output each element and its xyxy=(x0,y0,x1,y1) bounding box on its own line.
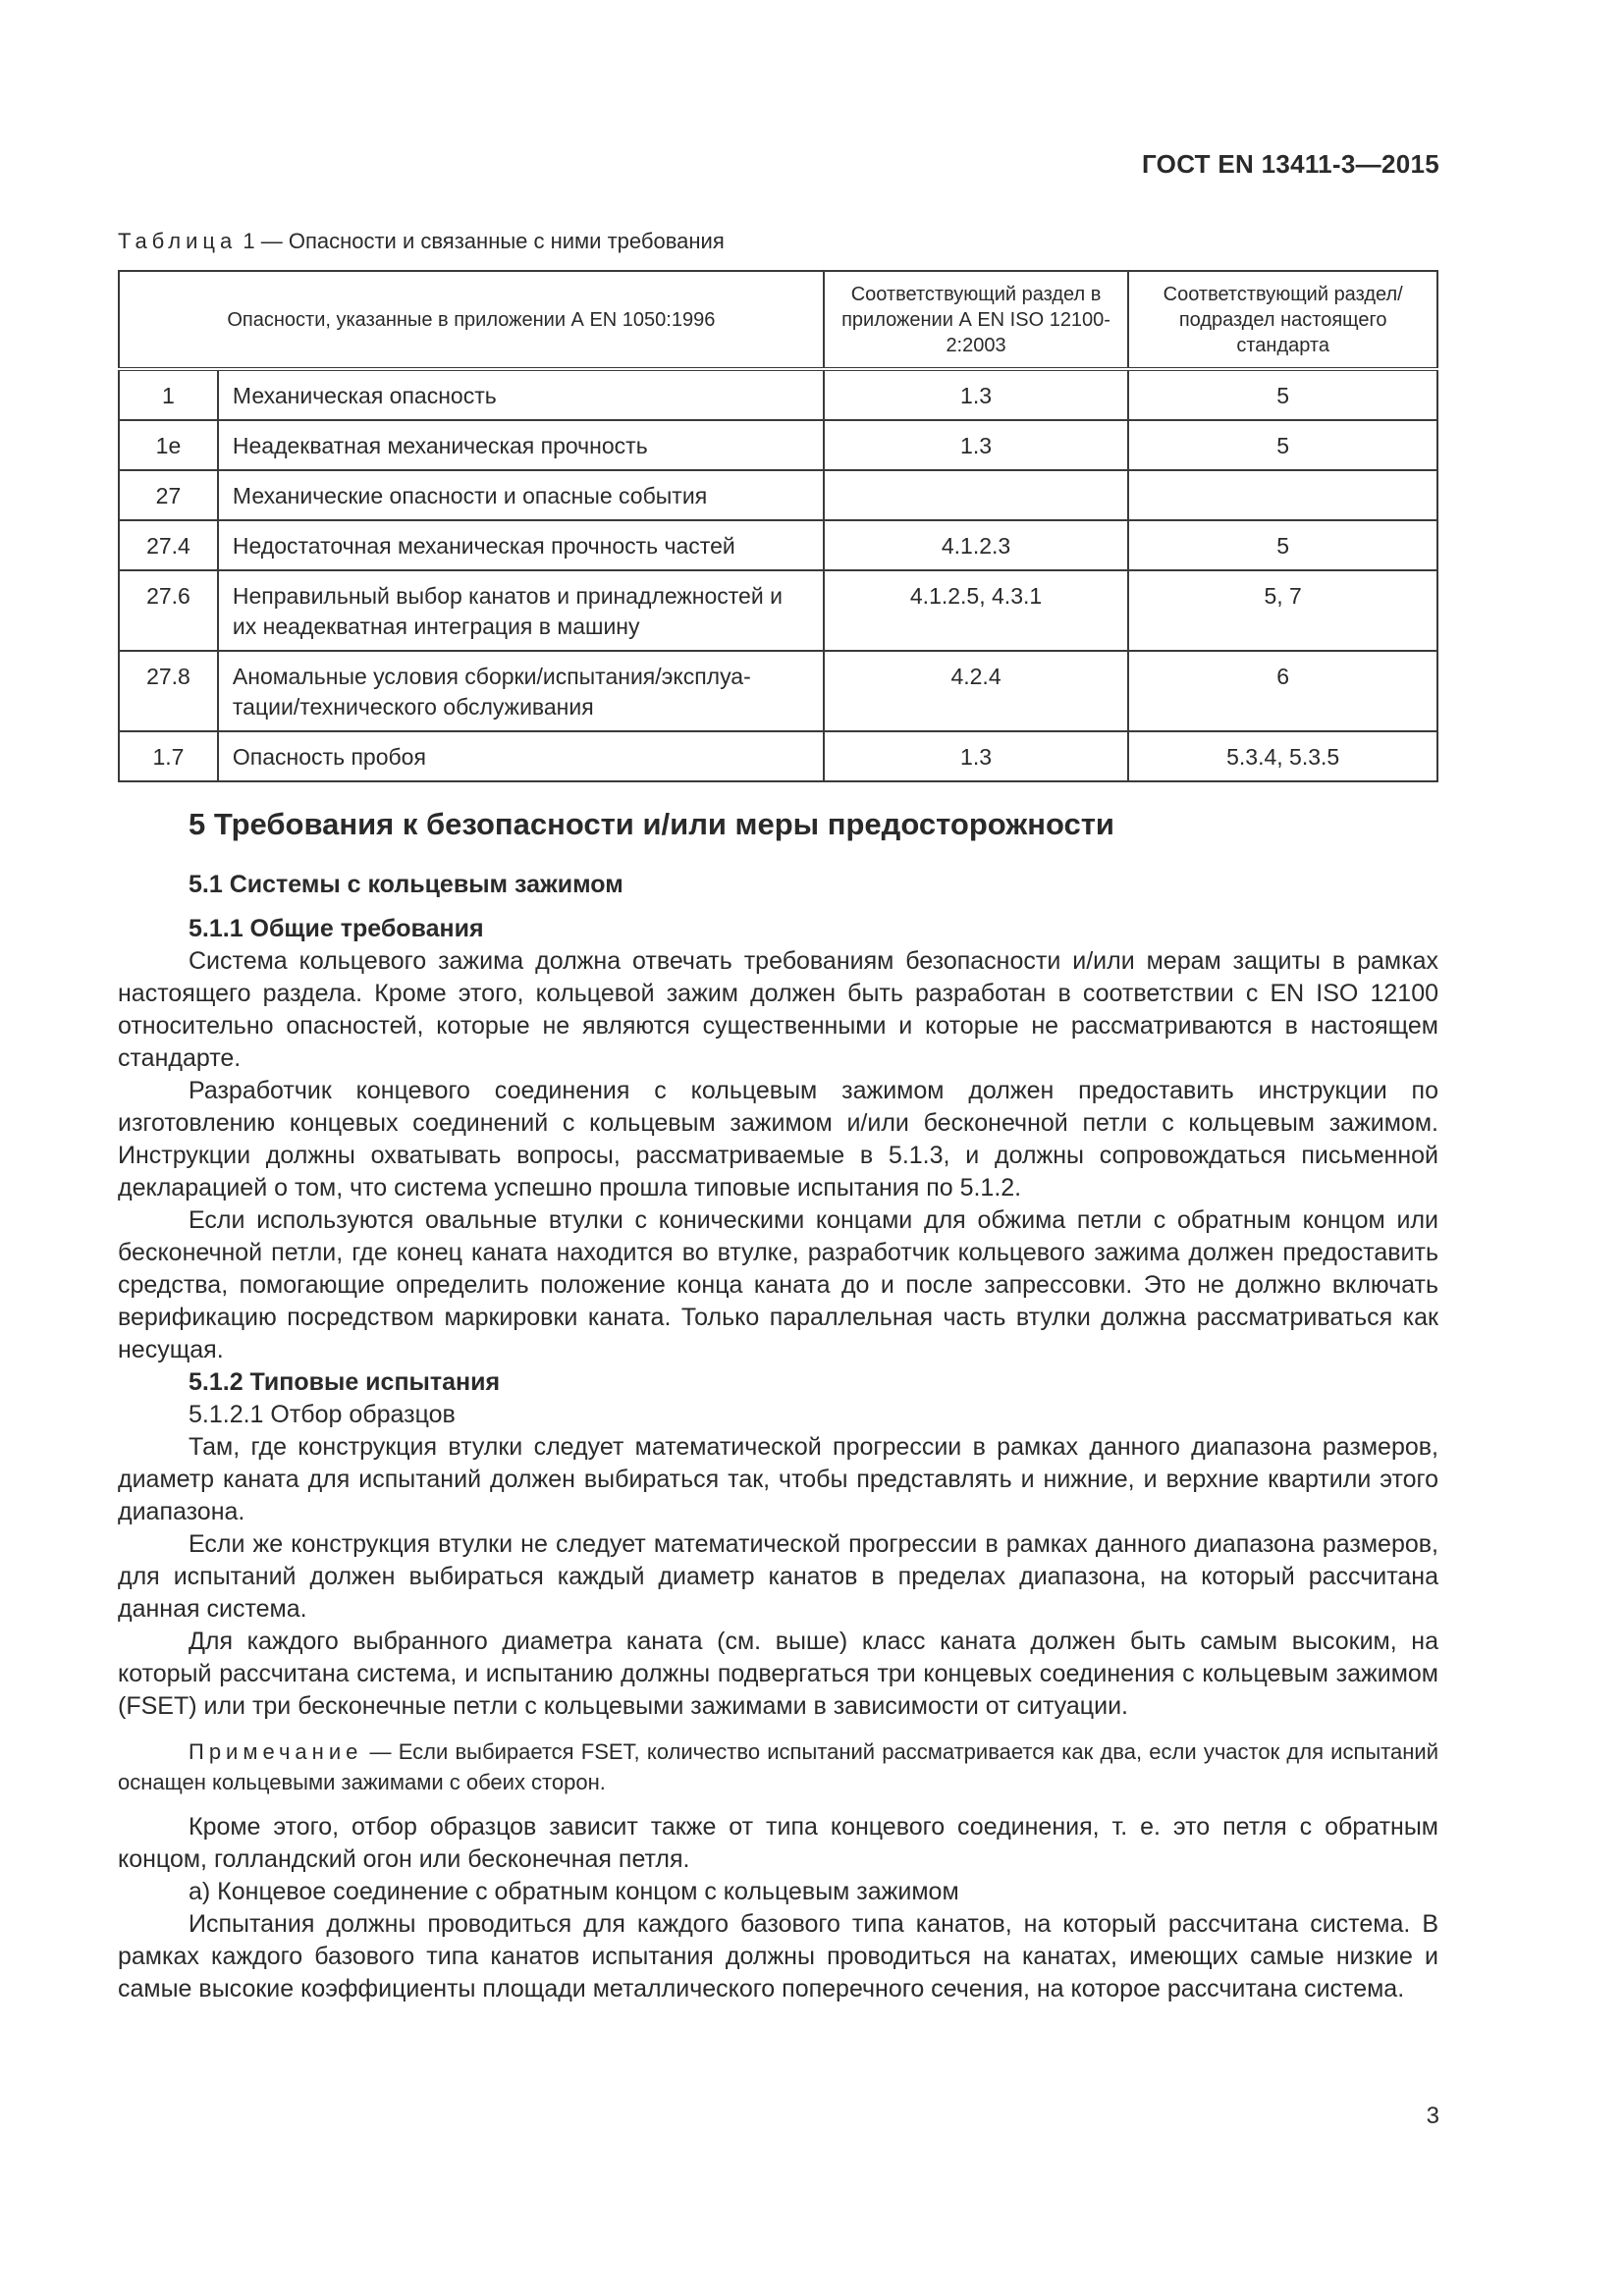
row-section: 5.3.4, 5.3.5 xyxy=(1128,731,1437,781)
row-annex: 4.1.2.5, 4.3.1 xyxy=(824,570,1129,651)
row-number: 27.8 xyxy=(119,651,218,731)
section-5-1-2-1-heading: 5.1.2.1 Отбор образцов xyxy=(189,1401,456,1428)
row-hazard: Механическая опасность xyxy=(218,369,824,420)
hazards-table xyxy=(118,270,1438,782)
row-hazard: Опасность пробоя xyxy=(218,731,824,781)
table-caption xyxy=(118,229,725,254)
row-section: 5 xyxy=(1128,420,1437,470)
table-row xyxy=(119,731,1437,781)
row-hazard: Аномальные условия сборки/испытания/эксплуа-тации/технического обслуживания xyxy=(218,651,824,731)
row-section: 5, 7 xyxy=(1128,570,1437,651)
row-number: 1е xyxy=(119,420,218,470)
row-hazard: Неадекватная механическая прочность xyxy=(218,420,824,470)
row-section: 5 xyxy=(1128,520,1437,570)
section-5-1-heading: 5.1 Системы с кольцевым зажимом xyxy=(189,871,623,898)
note-text: — Если выбирается FSET, количество испытаний рассматривается как два, если участок для испытаний оснащен кольцевыми зажимами с обеих сторон. xyxy=(118,1739,1438,1794)
row-annex: 1.3 xyxy=(824,420,1129,470)
table-row xyxy=(119,470,1437,520)
row-number: 1 xyxy=(119,369,218,420)
table-caption-word: Таблица xyxy=(118,229,238,253)
paragraph: Там, где конструкция втулки следует математической прогрессии в рамках данного диапазона размеров, диаметр каната для испытаний должен выбираться так, чтобы представлять и нижние, и верхние квартили этого диапазона. xyxy=(118,1433,1438,1525)
paragraph: Система кольцевого зажима должна отвечать требованиям безопасности и/или мерам защиты в рамках настоящего раздела. Кроме этого, кольцевой зажим должен быть разработан в соответствии с EN ISO 12100 относительно опасностей, которые не являются существенными и которые не рассматриваются в настоящем стандарте. xyxy=(118,947,1438,1072)
row-section xyxy=(1128,470,1437,520)
row-number: 27.4 xyxy=(119,520,218,570)
row-number: 27.6 xyxy=(119,570,218,651)
table-row xyxy=(119,570,1437,651)
section-5-heading: 5 Требования к безопасности и/или меры предосторожности xyxy=(189,807,1114,841)
row-section: 6 xyxy=(1128,651,1437,731)
row-annex: 1.3 xyxy=(824,369,1129,420)
paragraph: Разработчик концевого соединения с кольцевым зажимом должен предоставить инструкции по изготовлению концевых соединений с кольцевым зажимом и/или бесконечной петли с кольцевым зажимом. Инструкции должны охватывать вопросы, рассматриваемые в 5.1.3, и должны сопровождаться письменной декларацией о том, что система успешно прошла типовые испытания по 5.1.2. xyxy=(118,1077,1438,1201)
page-number: 3 xyxy=(1426,2103,1439,2129)
note xyxy=(118,1736,1438,1797)
list-item-a: а) Концевое соединение с обратным концом с кольцевым зажимом xyxy=(189,1878,959,1905)
table-row xyxy=(119,651,1437,731)
section-5-1-1-heading: 5.1.1 Общие требования xyxy=(189,915,484,942)
row-number: 1.7 xyxy=(119,731,218,781)
paragraph: Для каждого выбранного диаметра каната (см. выше) класс каната должен быть самым высоким, на который рассчитана система, и испытанию должны подвергаться три концевых соединения с кольцевым зажимом (FSET) или три бесконечные петли с кольцевыми зажимами в зависимости от ситуации. xyxy=(118,1628,1438,1720)
table-caption-text: 1 — Опасности и связанные с ними требования xyxy=(237,229,725,253)
row-annex xyxy=(824,470,1129,520)
table-header-row xyxy=(119,271,1437,369)
header-standard-section: Соответствующий раздел/ подраздел настоящего стандарта xyxy=(1128,271,1437,369)
section-5-content xyxy=(118,803,1438,2005)
row-section: 5 xyxy=(1128,369,1437,420)
row-hazard: Неправильный выбор канатов и принадлежностей и их неадекватная интеграция в машину xyxy=(218,570,824,651)
table-row xyxy=(119,520,1437,570)
table-row xyxy=(119,369,1437,420)
header-annex-section: Соответствующий раздел в приложении А EN ISO 12100-2:2003 xyxy=(824,271,1129,369)
row-annex: 4.1.2.3 xyxy=(824,520,1129,570)
section-5-1-2-heading: 5.1.2 Типовые испытания xyxy=(189,1368,501,1396)
row-number: 27 xyxy=(119,470,218,520)
paragraph: Если же конструкция втулки не следует математической прогрессии в рамках данного диапазона размеров, для испытаний должен выбираться каждый диаметр канатов в пределах диапазона, на который рассчитана данная система. xyxy=(118,1530,1438,1623)
table-row xyxy=(119,420,1437,470)
header-hazards: Опасности, указанные в приложении А EN 1050:1996 xyxy=(119,271,824,369)
document-header: ГОСТ EN 13411-3—2015 xyxy=(1141,149,1439,179)
row-hazard: Механические опасности и опасные события xyxy=(218,470,824,520)
row-annex: 4.2.4 xyxy=(824,651,1129,731)
note-label: Примечание xyxy=(189,1739,363,1764)
paragraph: Кроме этого, отбор образцов зависит также от типа концевого соединения, т. е. это петля с обратным концом, голландский огон или бесконечная петля. xyxy=(118,1813,1438,1873)
row-hazard: Недостаточная механическая прочность частей xyxy=(218,520,824,570)
row-annex: 1.3 xyxy=(824,731,1129,781)
paragraph: Если используются овальные втулки с коническими концами для обжима петли с обратным концом или бесконечной петли, где конец каната находится во втулке, разработчик кольцевого зажима должен предоставить средства, помогающие определить положение конца каната до и после запрессовки. Это не должно включать верификацию посредством маркировки каната. Только параллельная часть втулки должна рассматриваться как несущая. xyxy=(118,1206,1438,1363)
paragraph: Испытания должны проводиться для каждого базового типа канатов, на который рассчитана система. В рамках каждого базового типа канатов испытания должны проводиться на канатах, имеющих самые низкие и самые высокие коэффициенты площади металлического поперечного сечения, на которое рассчитана система. xyxy=(118,1910,1438,2002)
